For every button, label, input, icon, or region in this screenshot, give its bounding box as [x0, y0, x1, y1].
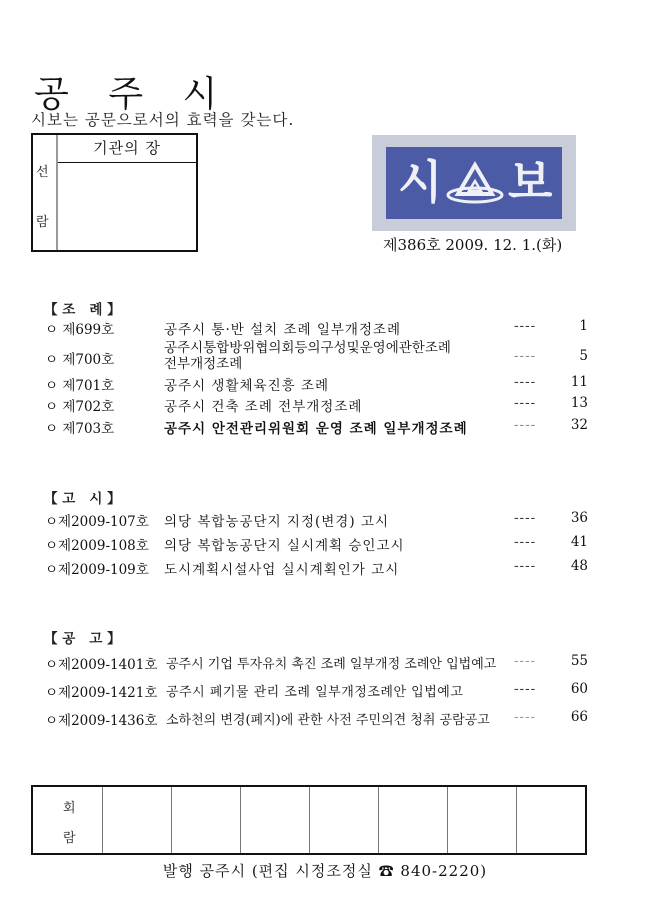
publisher-footer: 발행 공주시 (편집 시정조정실 ☎ 840-2220) — [162, 862, 488, 880]
toc-row[interactable] — [0, 510, 650, 530]
section-heading-announcements: 【 공 고 】 — [44, 631, 121, 647]
circulation-label-top: 회 — [63, 801, 76, 816]
page-number: 5 — [579, 348, 588, 364]
page-number: 60 — [570, 681, 588, 697]
page-number: 11 — [570, 374, 588, 390]
leader-dash: ---- — [514, 318, 537, 334]
item-title-line2: 전부개정조례 — [164, 356, 243, 372]
item-number: ㅇ 제701호 — [45, 378, 115, 394]
page-number: 48 — [570, 558, 588, 574]
page-number: 55 — [570, 653, 588, 669]
page-number: 41 — [570, 534, 588, 550]
page-number: 66 — [570, 709, 588, 725]
item-title: 소하천의 변경(폐지)에 관한 사전 주민의견 청취 공람공고 — [166, 713, 490, 728]
leader-dash: ---- — [514, 653, 537, 669]
item-number: ㅇ제2009-1421호 — [45, 685, 158, 701]
leader-dash: ---- — [514, 534, 537, 550]
leader-dash: ---- — [514, 348, 537, 364]
circulation-table — [31, 785, 587, 855]
gazette-logo-panel — [386, 147, 562, 219]
circulation-label-bottom: 람 — [63, 831, 76, 846]
circulation-sign-cell[interactable] — [103, 787, 172, 853]
leader-dash: ---- — [514, 681, 537, 697]
leader-dash: ---- — [514, 558, 537, 574]
item-title: 공주시 안전관리위원회 운영 조례 일부개정조례 — [164, 421, 468, 437]
section-heading-ordinances: 【 조 례 】 — [44, 302, 121, 318]
item-title: 공주시 건축 조례 전부개정조례 — [164, 399, 363, 415]
gazette-logo — [372, 135, 576, 231]
toc-row[interactable] — [0, 374, 650, 394]
item-title: 도시계획시설사업 실시계획인가 고시 — [164, 562, 400, 578]
item-number: ㅇ 제702호 — [45, 399, 115, 415]
logo-right-char: 보 — [508, 155, 553, 209]
item-number: ㅇ 제703호 — [45, 421, 115, 437]
toc-row[interactable] — [0, 653, 650, 673]
approval-side-column — [33, 135, 58, 250]
item-title: 공주시 생활체육진흥 조례 — [164, 378, 330, 394]
circulation-sign-cell[interactable] — [310, 787, 379, 853]
issue-number-date: 제386호 2009. 12. 1.(화) — [383, 236, 563, 254]
gazette-subtitle: 시보는 공문으로서의 효력을 갖는다. — [31, 111, 295, 129]
toc-row[interactable] — [0, 318, 650, 338]
circulation-sign-cell[interactable] — [517, 787, 585, 853]
circulation-sign-cell[interactable] — [379, 787, 448, 853]
page-number: 32 — [570, 417, 588, 433]
city-emblem-icon — [444, 161, 506, 207]
item-number: ㅇ 제699호 — [45, 322, 115, 338]
toc-row[interactable] — [0, 340, 650, 374]
toc-row[interactable] — [0, 709, 650, 729]
section-heading-notices: 【 고 시 】 — [44, 491, 121, 507]
toc-row[interactable] — [0, 417, 650, 437]
item-number: ㅇ제2009-1436호 — [45, 713, 158, 729]
item-number: ㅇ제2009-109호 — [45, 562, 149, 578]
toc-row[interactable] — [0, 681, 650, 701]
leader-dash: ---- — [514, 374, 537, 390]
leader-dash: ---- — [514, 417, 537, 433]
item-number: ㅇ 제700호 — [45, 352, 115, 368]
leader-dash: ---- — [514, 510, 537, 526]
circulation-sign-cell[interactable] — [448, 787, 517, 853]
approval-box — [31, 133, 198, 252]
item-title: 의당 복합농공단지 지정(변경) 고시 — [164, 514, 389, 530]
page-number: 13 — [570, 395, 588, 411]
logo-left-char: 시 — [398, 155, 443, 209]
item-title-line1: 공주시통합방위협의회등의구성및운영에관한조례 — [164, 340, 451, 356]
circulation-sign-cell[interactable] — [172, 787, 241, 853]
item-title: 공주시 기업 투자유치 촉진 조례 일부개정 조례안 입법예고 — [166, 657, 497, 672]
item-number: ㅇ제2009-108호 — [45, 538, 149, 554]
item-number: ㅇ제2009-107호 — [45, 514, 149, 530]
circulation-label-cell — [33, 787, 103, 853]
approval-side-label-bottom: 람 — [36, 215, 49, 230]
toc-row[interactable] — [0, 395, 650, 415]
item-title: 공주시 통·반 설치 조례 일부개정조례 — [164, 322, 402, 338]
item-title: 공주시 폐기물 관리 조례 일부개정조례안 입법예고 — [166, 685, 464, 700]
item-title: 의당 복합농공단지 실시계획 승인고시 — [164, 538, 405, 554]
approval-side-label-top: 선 — [36, 165, 49, 180]
toc-row[interactable] — [0, 558, 650, 578]
item-number: ㅇ제2009-1401호 — [45, 657, 158, 673]
page-number: 36 — [570, 510, 588, 526]
leader-dash: ---- — [514, 709, 537, 725]
toc-row[interactable] — [0, 534, 650, 554]
city-title: 공 주 시 — [34, 74, 232, 115]
approval-head-label: 기관의 장 — [58, 135, 196, 163]
page-number: 1 — [579, 318, 588, 334]
circulation-sign-cell[interactable] — [241, 787, 310, 853]
leader-dash: ---- — [514, 395, 537, 411]
